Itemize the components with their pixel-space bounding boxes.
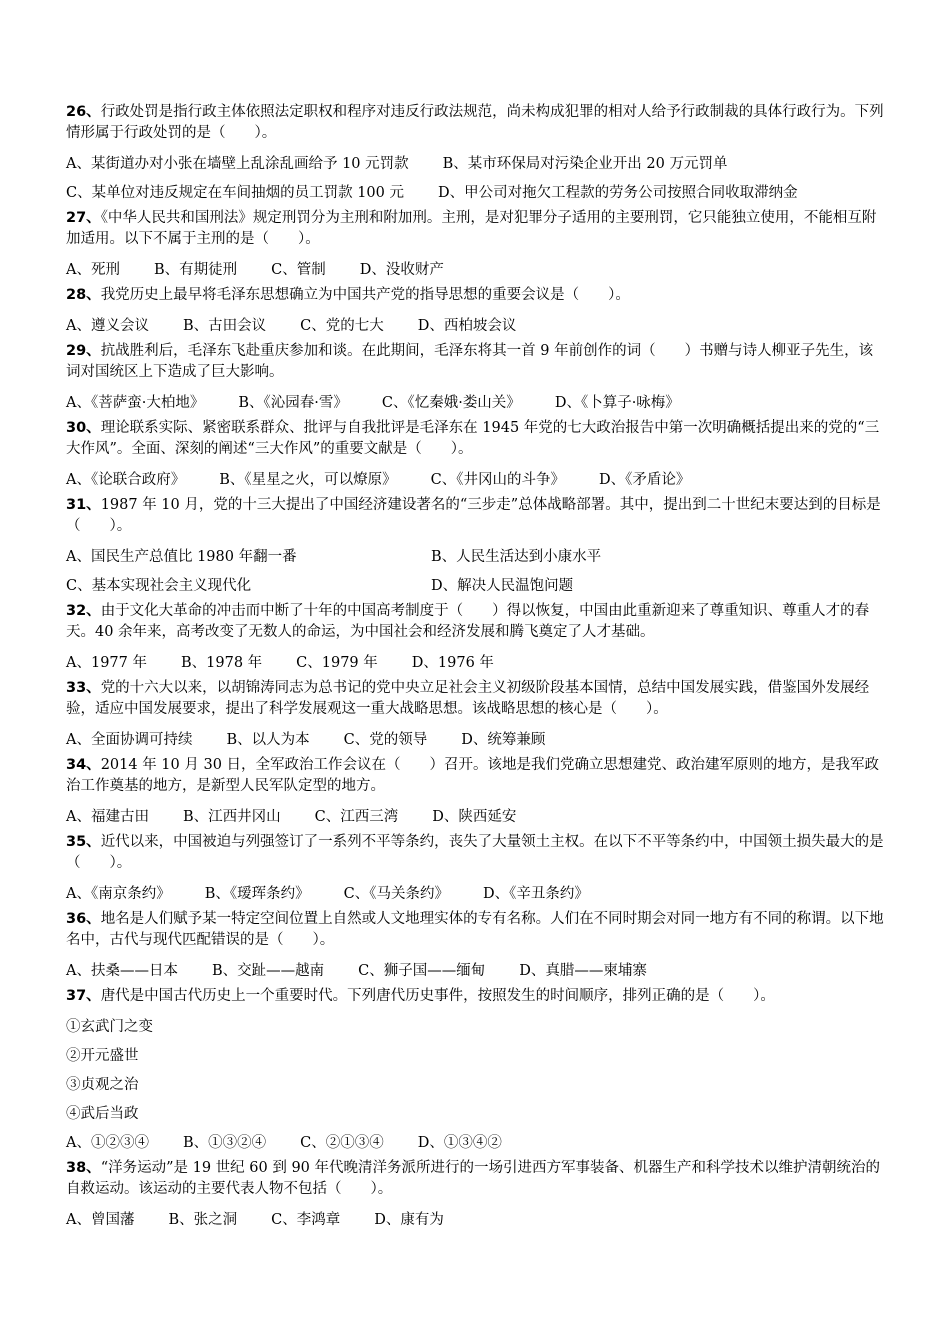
option-a[interactable]: A、遵义会议 bbox=[66, 318, 149, 334]
options-row bbox=[66, 312, 886, 341]
option-a[interactable]: A、全面协调可持续 bbox=[66, 732, 193, 748]
option-d[interactable]: D、①③④② bbox=[417, 1135, 502, 1151]
option-b[interactable]: B、江西井冈山 bbox=[182, 809, 281, 825]
option-b[interactable]: B、张之洞 bbox=[168, 1212, 238, 1228]
options-row bbox=[66, 880, 886, 909]
question-number: 35、 bbox=[66, 834, 101, 850]
question-stem: 30、理论联系实际、紧密联系群众、批评与自我批评是毛泽东在 1945 年党的七大政治报告中第一次明确概括提出来的党的“三大作风”。全面、深刻的阐述“三大作风”的重要文献是（ ）。 bbox=[66, 420, 880, 457]
option-b[interactable]: B、某市环保局对污染企业开出 20 万元罚单 bbox=[442, 156, 728, 172]
option-b[interactable]: B、以人为本 bbox=[226, 732, 310, 748]
exam-page bbox=[66, 102, 886, 1235]
option-b[interactable]: B、有期徒刑 bbox=[153, 262, 238, 278]
question-34 bbox=[66, 755, 886, 832]
event-item: ②开元盛世 bbox=[66, 1048, 139, 1064]
question-stem: 34、2014 年 10 月 30 日，全军政治工作会议在（ ）召开。该地是我们党确立思想建党、政治建军原则的地方，是我军政治工作奠基的地方，是新型人民军队定型的地方。 bbox=[66, 757, 880, 794]
option-d[interactable]: D、《辛丑条约》 bbox=[483, 886, 589, 902]
question-number: 31、 bbox=[66, 497, 101, 513]
option-a[interactable]: A、福建古田 bbox=[66, 809, 149, 825]
option-c[interactable]: C、党的七大 bbox=[300, 318, 384, 334]
options-row bbox=[66, 179, 886, 208]
option-d[interactable]: D、《卜算子·咏梅》 bbox=[554, 395, 680, 411]
question-number: 36、 bbox=[66, 911, 101, 927]
options-row bbox=[66, 1129, 886, 1158]
question-number: 34、 bbox=[66, 757, 101, 773]
option-c[interactable]: C、《井冈山的斗争》 bbox=[430, 472, 565, 488]
question-35 bbox=[66, 832, 886, 909]
option-d[interactable]: D、没收财产 bbox=[359, 262, 444, 278]
option-a[interactable]: A、国民生产总值比 1980 年翻一番 bbox=[66, 549, 297, 565]
event-item: ①玄武门之变 bbox=[66, 1019, 153, 1035]
question-28 bbox=[66, 285, 886, 341]
option-d[interactable]: D、1976 年 bbox=[411, 655, 494, 671]
question-37 bbox=[66, 986, 886, 1158]
option-d[interactable]: D、统筹兼顾 bbox=[461, 732, 546, 748]
event-item: ④武后当政 bbox=[66, 1106, 139, 1122]
option-b[interactable]: B、《沁园春·雪》 bbox=[238, 395, 348, 411]
question-number: 37、 bbox=[66, 988, 101, 1004]
option-a[interactable]: A、死刑 bbox=[66, 262, 120, 278]
question-stem: 36、地名是人们赋予某一特定空间位置上自然或人文地理实体的专有名称。人们在不同时期会对同一地方有不同的称谓。以下地名中，古代与现代匹配错误的是（ ）。 bbox=[66, 911, 884, 948]
option-d[interactable]: D、陕西延安 bbox=[432, 809, 517, 825]
option-b[interactable]: B、古田会议 bbox=[182, 318, 267, 334]
question-stem: 26、行政处罚是指行政主体依照法定职权和程序对违反行政法规范，尚未构成犯罪的相对人给予行政制裁的具体行政行为。下列情形属于行政处罚的是（ ）。 bbox=[66, 104, 884, 141]
options-row bbox=[66, 466, 886, 495]
question-number: 27、 bbox=[66, 210, 101, 226]
question-number: 29、 bbox=[66, 343, 101, 359]
question-38 bbox=[66, 1158, 886, 1235]
options-row bbox=[66, 150, 886, 179]
event-item: ③贞观之治 bbox=[66, 1077, 139, 1093]
question-number: 26、 bbox=[66, 104, 101, 120]
option-c[interactable]: C、1979 年 bbox=[296, 655, 378, 671]
question-stem: 32、由于文化大革命的冲击而中断了十年的中国高考制度于（ ）得以恢复，中国由此重新迎来了尊重知识、尊重人才的春天。40 余年来，高考改变了无数人的命运，为中国社会和经济发展和腾飞奠定了人才基础。 bbox=[66, 603, 870, 640]
question-stem: 28、我党历史上最早将毛泽东思想确立为中国共产党的指导思想的重要会议是（ ）。 bbox=[66, 287, 630, 303]
question-29 bbox=[66, 341, 886, 418]
option-a[interactable]: A、《菩萨蛮·大柏地》 bbox=[66, 395, 205, 411]
question-26 bbox=[66, 102, 886, 208]
option-a[interactable]: A、扶桑——日本 bbox=[66, 963, 178, 979]
option-c[interactable]: C、李鸿章 bbox=[271, 1212, 341, 1228]
options-row bbox=[66, 726, 886, 755]
options-row bbox=[66, 256, 886, 285]
option-c[interactable]: C、②①③④ bbox=[300, 1135, 384, 1151]
question-number: 28、 bbox=[66, 287, 101, 303]
options-row bbox=[66, 957, 886, 986]
options-row bbox=[66, 803, 886, 832]
options-row bbox=[66, 572, 886, 601]
option-d[interactable]: D、甲公司对拖欠工程款的劳务公司按照合同收取滞纳金 bbox=[438, 185, 798, 201]
option-d[interactable]: D、解决人民温饱问题 bbox=[431, 578, 574, 594]
option-a[interactable]: A、1977 年 bbox=[66, 655, 147, 671]
option-a[interactable]: A、《南京条约》 bbox=[66, 886, 171, 902]
options-row bbox=[66, 543, 886, 572]
options-row bbox=[66, 389, 886, 418]
option-a[interactable]: A、①②③④ bbox=[66, 1135, 149, 1151]
question-27 bbox=[66, 208, 886, 285]
option-c[interactable]: C、《马关条约》 bbox=[343, 886, 449, 902]
option-c[interactable]: C、基本实现社会主义现代化 bbox=[66, 578, 252, 594]
option-b[interactable]: B、交趾——越南 bbox=[211, 963, 325, 979]
options-row bbox=[66, 649, 886, 678]
option-c[interactable]: C、狮子国——缅甸 bbox=[358, 963, 486, 979]
option-c[interactable]: C、党的领导 bbox=[343, 732, 428, 748]
question-stem: 35、近代以来，中国被迫与列强签订了一系列不平等条约，丧失了大量领土主权。在以下不平等条约中，中国领土损失最大的是（ ）。 bbox=[66, 834, 884, 871]
question-stem: 27、《中华人民共和国刑法》规定刑罚分为主刑和附加刑。主刑，是对犯罪分子适用的主要刑罚，它只能独立使用，不能相互附加适用。以下不属于主刑的是（ ）。 bbox=[66, 210, 877, 247]
question-33 bbox=[66, 678, 886, 755]
option-a[interactable]: A、《论联合政府》 bbox=[66, 472, 186, 488]
option-c[interactable]: C、某单位对违反规定在车间抽烟的员工罚款 100 元 bbox=[66, 185, 404, 201]
question-31 bbox=[66, 495, 886, 601]
option-c[interactable]: C、管制 bbox=[271, 262, 326, 278]
option-b[interactable]: B、《瑷珲条约》 bbox=[204, 886, 310, 902]
option-d[interactable]: D、康有为 bbox=[374, 1212, 444, 1228]
question-number: 38、 bbox=[66, 1160, 101, 1176]
option-d[interactable]: D、《矛盾论》 bbox=[598, 472, 691, 488]
question-30 bbox=[66, 418, 886, 495]
option-b[interactable]: B、《星星之火，可以燎原》 bbox=[219, 472, 397, 488]
question-stem: 29、抗战胜利后，毛泽东飞赴重庆参加和谈。在此期间，毛泽东将其一首 9 年前创作的词（ ）书赠与诗人柳亚子先生，该词对国统区上下造成了巨大影响。 bbox=[66, 343, 874, 380]
question-number: 32、 bbox=[66, 603, 101, 619]
question-32 bbox=[66, 601, 886, 678]
option-a[interactable]: A、曾国藩 bbox=[66, 1212, 135, 1228]
question-stem: 31、1987 年 10 月，党的十三大提出了中国经济建设著名的“三步走”总体战略部署。其中，提出到二十世纪末要达到的目标是（ ）。 bbox=[66, 497, 881, 534]
option-c[interactable]: C、《忆秦娥·娄山关》 bbox=[381, 395, 521, 411]
option-d[interactable]: D、真腊——柬埔寨 bbox=[519, 963, 647, 979]
question-number: 33、 bbox=[66, 680, 101, 696]
question-stem: 33、党的十六大以来，以胡锦涛同志为总书记的党中央立足社会主义初级阶段基本国情，总结中国发展实践，借鉴国外发展经验，适应中国发展要求，提出了科学发展观这一重大战略思想。该战略思想的核心是（ ）。 bbox=[66, 680, 870, 717]
question-stem: 38、“洋务运动”是 19 世纪 60 到 90 年代晚清洋务派所进行的一场引进西方军事装备、机器生产和科学技术以维护清朝统治的自救运动。该运动的主要代表人物不包括（ ）。 bbox=[66, 1160, 881, 1197]
question-number: 30、 bbox=[66, 420, 101, 436]
option-a[interactable]: A、某街道办对小张在墙壁上乱涂乱画给予 10 元罚款 bbox=[66, 156, 409, 172]
option-d[interactable]: D、西柏坡会议 bbox=[417, 318, 517, 334]
option-b[interactable]: B、人民生活达到小康水平 bbox=[431, 549, 602, 565]
option-b[interactable]: B、①③②④ bbox=[182, 1135, 267, 1151]
options-row bbox=[66, 1206, 886, 1235]
option-c[interactable]: C、江西三湾 bbox=[314, 809, 399, 825]
question-stem: 37、唐代是中国古代历史上一个重要时代。下列唐代历史事件，按照发生的时间顺序，排列正确的是（ ）。 bbox=[66, 988, 775, 1004]
question-36 bbox=[66, 909, 886, 986]
option-b[interactable]: B、1978 年 bbox=[180, 655, 263, 671]
